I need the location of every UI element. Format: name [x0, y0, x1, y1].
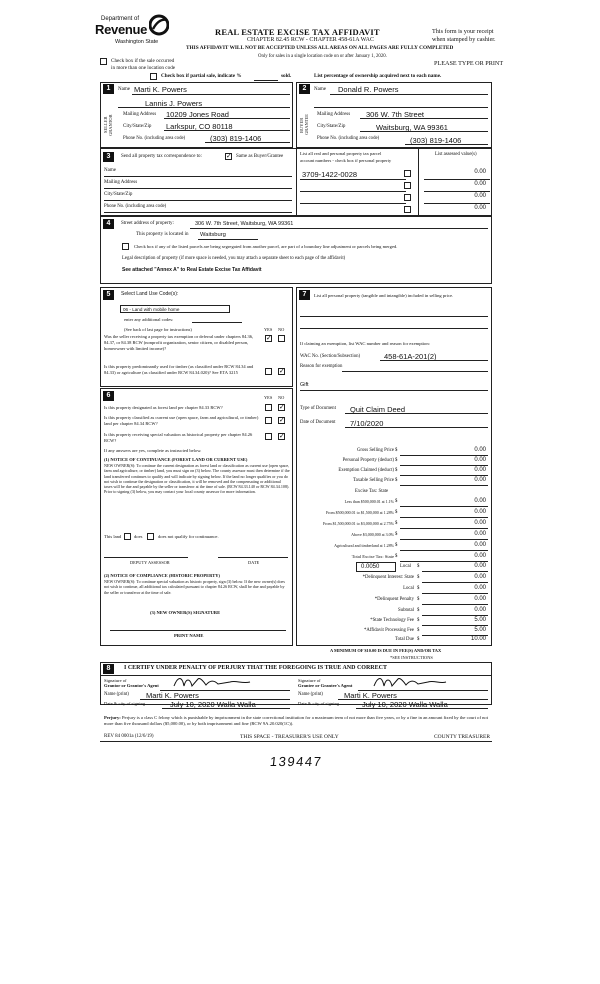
partial-sale-percent-line[interactable] — [254, 80, 278, 81]
bracket-label: Above $3,000,000 at 3.0% — [351, 532, 394, 537]
treasurer-use-only: THIS SPACE - TREASURER'S USE ONLY — [240, 734, 339, 740]
section-7-badge: 7 — [299, 290, 310, 300]
street-label: Street address of property: — [121, 221, 174, 226]
interest-local-value[interactable]: 0.00 — [474, 585, 486, 591]
assessed-header: List assessed value(s) — [435, 152, 477, 157]
wac-label: WAC No. (Section/Subsection) — [300, 354, 361, 359]
buyer-city[interactable]: Waitsburg, WA 99361 — [376, 123, 448, 132]
total-due-value[interactable]: 10.00 — [470, 636, 486, 642]
additional-codes-label: enter any additional codes: — [124, 317, 174, 322]
segregated-checkbox[interactable] — [122, 243, 129, 250]
grantee-sig-label: Signature of Grantee or Grantee's Agent — [298, 678, 353, 688]
dor-logo — [95, 12, 175, 48]
current-use-no-checkbox[interactable] — [278, 417, 285, 424]
grantor-date[interactable]: July 10, 2020 Walla Walla — [170, 700, 256, 709]
interest-state-row: *Delinquent Interest: State $ 0.00 — [300, 574, 488, 584]
same-as-buyer-checkbox[interactable] — [225, 153, 232, 160]
notice-1-body: NEW OWNER(S): To continue the current designation as forest land or classification as current use (open space, farm and agriculture, or timber) land, you must sign on (3) below. The county assessor must then determine if the land transferred continues to qualify and will indicate by signing below. If the land no longer qualifies or you do not wish to continue the designation or classification, it will be removed and the compensating or additional taxes will be due and payable by the seller or transferor at the time of sale. (RCW 84.33.140 or RCW 84.34.108). Prior to signing (3) below, you may contact your local county assessor for more information. — [104, 463, 290, 495]
partial-sale-sold: sold. — [281, 73, 292, 79]
subtotal-row: Subtotal $ 0.00 — [300, 607, 488, 617]
corr-phone-label: Phone No. (including area code) — [104, 204, 167, 209]
tax-row-gross: Gross Selling Price $ 0.00 — [300, 447, 488, 457]
multi-location-label: Check box if the sale occurred — [111, 58, 175, 64]
notice-1-title: (1) NOTICE OF CONTINUANCE (FOREST LAND OR CURRENT USE) — [104, 457, 248, 462]
bracket-value[interactable]: 0.00 — [474, 553, 486, 559]
historic-yes-checkbox[interactable] — [265, 433, 272, 440]
grantor-name-label: Name (print) — [104, 692, 129, 697]
multi-location-checkbox[interactable] — [100, 58, 107, 65]
tax-row-label: Personal Property (deduct) — [342, 458, 394, 463]
parcel-number[interactable]: 3709-1422-0028 — [302, 170, 358, 179]
bracket-value[interactable]: 0.00 — [474, 520, 486, 526]
subtotal-label: Subtotal — [398, 608, 414, 613]
grantor-signature[interactable] — [170, 674, 270, 690]
state-name: Washington State — [115, 39, 159, 45]
segregated-label: Check box if any of the listed parcels are being segregated from another parcel, are part of a boundary line adjustment or parcels being merged. — [134, 244, 398, 249]
notice-2-body: NEW OWNER(S): To continue special valuation as historic property, sign (3) below. If the new owner(s) does not wish to continue, all additional tax calculated pursuant to chapter 84.26 RCW, shall be due and payable by the seller or transferor at the time of sale. — [104, 579, 285, 595]
historic-no-checkbox[interactable] — [278, 433, 285, 440]
tech-fee-row: *State Technology Fee $ 5.00 — [300, 617, 488, 627]
this-land-label: This land — [104, 534, 122, 539]
notice-2-title: (2) NOTICE OF COMPLIANCE (HISTORIC PROPERTY) — [104, 573, 220, 578]
bracket-value[interactable]: 0.00 — [474, 542, 486, 548]
affidavit-fee-label: *Affidavit Processing Fee — [363, 628, 414, 633]
interest-state-label: *Delinquent Interest: State — [362, 575, 414, 580]
buyer-phone[interactable]: (303) 819-1406 — [410, 136, 462, 145]
timber-question: Is this property predominantly used for timber (as classified under RCW 84.34 and 84.33) or agriculture (as classified under RCW 84.34.020)? See ETA 3215 — [104, 364, 254, 375]
grantor-sig-label: Signature of Grantor or Grantor's Agent — [104, 678, 159, 688]
bracket-row-total: Total Excise Tax: State $ 0.00 — [300, 553, 488, 563]
bracket-value[interactable]: 0.00 — [474, 509, 486, 515]
print-name-label: PRINT NAME — [174, 633, 204, 638]
seller-name-2[interactable]: Lannis J. Powers — [145, 99, 203, 108]
s6-no-label: NO — [278, 395, 285, 400]
land-qualifies-checkbox[interactable] — [124, 533, 131, 540]
county-treasurer: COUNTY TREASURER — [434, 734, 491, 740]
exemption-yes-checkbox[interactable] — [265, 335, 272, 342]
doc-date[interactable]: 7/10/2020 — [350, 419, 384, 428]
bracket-label: Agricultural and timberland at 1.28% — [334, 543, 394, 548]
forest-yes-checkbox[interactable] — [265, 404, 272, 411]
seller-side-label: SELLER GRANTOR — [103, 114, 113, 136]
bracket-value[interactable]: 0.00 — [474, 498, 486, 504]
send-correspondence-label: Send all property tax correspondence to: — [121, 154, 202, 159]
reason-label: Reason for exemption — [300, 364, 343, 369]
buyer-mail-label: Mailing Address — [317, 112, 351, 117]
no-label: NO — [278, 327, 285, 332]
tax-row-value[interactable]: 0.00 — [474, 477, 486, 483]
timber-no-checkbox[interactable] — [278, 368, 285, 375]
bracket-row-1: Less than $500,000.01 at 1.1% $ 0.00 — [300, 498, 488, 508]
section-8-badge: 8 — [103, 664, 114, 674]
section-1-badge: 1 — [103, 84, 114, 94]
current-use-yes-checkbox[interactable] — [265, 417, 272, 424]
tax-row-value[interactable]: 0.00 — [474, 447, 486, 453]
single-location-note: Only for sales in a single location code on or after January 1, 2020. — [258, 54, 387, 59]
seller-name-label: Name — [118, 87, 130, 92]
type-or-print: PLEASE TYPE OR PRINT — [434, 60, 504, 67]
dept-line: Department of — [101, 16, 140, 22]
located-city[interactable]: Waitsburg — [200, 232, 226, 238]
ownership-list-note: List percentage of ownership acquired next to each name. — [314, 73, 442, 79]
historic-question: Is this property receiving special valuation as historical property per chapter 84.26 RCW? — [104, 432, 253, 443]
seller-mail[interactable]: 10209 Jones Road — [166, 110, 229, 119]
minimum-due-note: A MINIMUM OF $10.00 IS DUE IN FEE(S) AND/OR TAX — [330, 648, 442, 653]
personal-property-label: List all personal property (tangible and intangible) included in selling price. — [314, 293, 454, 298]
exemption-question: Was the seller receiving a property tax exemption or deferral under chapters 84.36, 84.37, or 84.38 RCW (nonprofit organization, senior citizen, or disabled person, homeowner with limited income)? — [104, 334, 254, 351]
same-as-buyer-label: Same as Buyer/Grantee — [236, 154, 284, 159]
penalty-value[interactable]: 0.00 — [474, 596, 486, 602]
section-3-badge: 3 — [103, 152, 114, 162]
dept-name: Revenue — [95, 22, 148, 37]
bracket-label: Less than $500,000.01 at 1.1% — [344, 499, 394, 504]
parcel-row-4 — [300, 204, 490, 216]
tech-fee-label: *State Technology Fee — [370, 618, 414, 623]
receipt-note-1: This form is your receipt — [432, 28, 494, 35]
excise-state-label: Excise Tax: State — [355, 489, 389, 494]
tax-row-label: Gross Selling Price — [356, 448, 394, 453]
local-label: Local — [400, 564, 411, 569]
personal-property-checkbox[interactable] — [404, 182, 411, 189]
partial-sale-checkbox[interactable] — [150, 73, 157, 80]
section-4-property — [100, 216, 492, 284]
grantor-name[interactable]: Marti K. Powers — [146, 691, 199, 700]
if-yes-note: If any answers are yes, complete as instructed below. — [104, 448, 202, 453]
buyer-side-label: BUYER GRANTEE — [299, 114, 309, 136]
parcel-row-1 — [300, 168, 490, 180]
does-not-label: does not qualify for continuance. — [158, 534, 219, 539]
buyer-city-label: City/State/Zip — [317, 124, 346, 129]
tax-row-personal: Personal Property (deduct) $ 0.00 — [300, 457, 488, 467]
section-6-badge: 6 — [103, 391, 114, 401]
deputy-assessor-label: DEPUTY ASSESSOR — [130, 560, 170, 565]
stamp-number: 139447 — [269, 754, 324, 769]
current-use-question: Is this property classified as current use (open space, farm and agricultural, or timber) land per chapter 84.34 RCW? — [104, 415, 259, 426]
tax-row-label: Exemption Claimed (deduct) — [338, 468, 394, 473]
tax-row-value[interactable]: 0.00 — [474, 467, 486, 473]
street-address[interactable]: 306 W. 7th Street, Waitsburg, WA 99361 — [195, 221, 294, 227]
bracket-row-3: From $1,500,000.01 to $3,000,000 at 2.75% $ 0.00 — [300, 520, 488, 530]
doc-date-label: Date of Document — [300, 420, 336, 425]
tax-row-label: Taxable Selling Price — [353, 478, 394, 483]
form-title: REAL ESTATE EXCISE TAX AFFIDAVIT — [215, 27, 380, 37]
annex-note[interactable]: See attached "Annex A" to Real Estate Excise Tax Affidavit — [122, 267, 262, 273]
tax-row-taxable: Taxable Selling Price $ 0.00 — [300, 477, 488, 487]
penalty-row: *Delinquent Penalty $ 0.00 — [300, 596, 488, 606]
parcel-header-1: List all real and personal property tax parcel — [300, 151, 382, 156]
corr-mail-label: Mailing Address — [104, 180, 138, 185]
claiming-label: If claiming an exemption, list WAC number and reason for exemption: — [300, 341, 430, 346]
local-rate: 0.0050 — [361, 564, 380, 570]
see-instructions: *SEE INSTRUCTIONS — [390, 655, 433, 660]
perjury-text: Perjury is a class C felony which is punishable by imprisonment in the state correctional institution for a maximum term of not more than five years, or by a fine in an amount fixed by the court of not more than five thousand dollars ($5,000.00), or by both imprisonment and fine (RCW 9A.20.020(1C)). — [104, 715, 489, 726]
timber-yes-checkbox[interactable] — [265, 368, 272, 375]
corr-name-label: Name — [104, 168, 116, 173]
section-6-continuance — [100, 388, 293, 646]
seller-city[interactable]: Larkspur, CO 80118 — [166, 122, 233, 131]
interest-local-label: Local — [403, 586, 414, 591]
seller-mail-label: Mailing Address — [123, 112, 157, 117]
parcel-row-3 — [300, 192, 490, 204]
land-use-back-note: (See back of last page for instructions) — [124, 327, 192, 332]
parcel-row-2 — [300, 180, 490, 192]
does-label: does — [134, 534, 143, 539]
bracket-row-5: Agricultural and timberland at 1.28% $ 0.00 — [300, 542, 488, 552]
bracket-row-4: Above $3,000,000 at 3.0% $ 0.00 — [300, 531, 488, 541]
section-2-badge: 2 — [299, 84, 310, 94]
bracket-value[interactable]: 0.00 — [474, 531, 486, 537]
buyer-phone-label: Phone No. (including area code) — [317, 136, 380, 141]
doc-type[interactable]: Quit Claim Deed — [350, 405, 406, 414]
parcel-header-2: account numbers - check box if personal property — [300, 158, 392, 163]
reason-value[interactable]: Gift — [300, 382, 309, 388]
local-value[interactable]: 0.00 — [474, 563, 486, 569]
grantee-date[interactable]: July 10, 2020 Walla Walla — [362, 700, 448, 709]
assessed-value[interactable]: 0.00 — [474, 193, 486, 199]
bracket-label: From $500,000.01 to $1,500,000 at 1.28% — [326, 510, 394, 515]
grantee-name[interactable]: Marti K. Powers — [344, 691, 397, 700]
seller-city-label: City/State/Zip — [123, 124, 152, 129]
subtotal-value[interactable]: 0.00 — [474, 607, 486, 613]
tax-row-value[interactable]: 0.00 — [474, 457, 486, 463]
section-4-badge: 4 — [103, 219, 114, 229]
new-owner-signature-label: (3) NEW OWNER(S) SIGNATURE — [150, 610, 221, 615]
exemption-no-checkbox[interactable] — [278, 335, 285, 342]
bracket-row-2: From $500,000.01 to $1,500,000 at 1.28% $ 0.00 — [300, 509, 488, 519]
interest-local-row: Local $ 0.00 — [300, 585, 488, 595]
bracket-label: From $1,500,000.01 to $3,000,000 at 2.75% — [323, 521, 394, 526]
assessed-value[interactable]: 0.00 — [474, 181, 486, 187]
buyer-name[interactable]: Donald R. Powers — [338, 85, 399, 94]
total-due-label: Total Due — [395, 637, 414, 642]
seller-name-1[interactable]: Marti K. Powers — [134, 85, 187, 94]
forest-no-checkbox[interactable] — [278, 404, 285, 411]
perjury-notice — [104, 715, 494, 726]
land-use-select[interactable] — [120, 305, 230, 313]
wac-number[interactable]: 458-61A-201(2) — [384, 352, 437, 361]
total-due-row: Total Due $ 10.00 — [395, 636, 486, 642]
buyer-name-label: Name — [314, 87, 326, 92]
doc-type-label: Type of Document — [300, 406, 336, 411]
deputy-date-label: DATE — [248, 560, 260, 565]
land-not-qualify-checkbox[interactable] — [147, 533, 154, 540]
partial-sale-label: Check box if partial sale, indicate % — [161, 73, 242, 79]
s6-yes-label: YES — [264, 395, 273, 400]
form-warning: THIS AFFIDAVIT WILL NOT BE ACCEPTED UNLESS ALL AREAS ON ALL PAGES ARE FULLY COMPLETED — [186, 45, 454, 51]
grantee-name-label: Name (print) — [298, 692, 323, 697]
land-use-label: Select Land Use Code(s): — [121, 291, 179, 297]
assessed-value[interactable]: 0.00 — [474, 205, 486, 211]
personal-property-checkbox[interactable] — [404, 170, 411, 177]
certify-heading: I CERTIFY UNDER PENALTY OF PERJURY THAT THE FOREGOING IS TRUE AND CORRECT — [124, 665, 387, 671]
buyer-mail[interactable]: 306 W. 7th Street — [366, 110, 424, 119]
local-rate-box[interactable] — [356, 562, 396, 572]
form-revision: REV 84 0001a (12/6/19) — [104, 734, 154, 739]
seller-phone-label: Phone No. (including area code) — [123, 136, 186, 141]
seller-phone[interactable]: (303) 819-1406 — [210, 134, 262, 143]
section-5-badge: 5 — [103, 290, 114, 300]
local-rate-row: 0.0050 Local $ 0.00 — [300, 562, 488, 573]
bracket-label: Total Excise Tax: State — [351, 554, 394, 559]
located-label: This property is located in — [136, 232, 189, 237]
affidavit-fee-value[interactable]: 5.00 — [474, 627, 486, 633]
grantee-signature[interactable] — [370, 674, 470, 690]
corr-city-label: City/State/Zip — [104, 192, 133, 197]
legal-description-label: Legal description of property (if more space is needed, you may attach a separate sheet to each page of the affidavit) — [122, 256, 346, 261]
tax-row-exemption: Exemption Claimed (deduct) $ 0.00 — [300, 467, 488, 477]
receipt-note-2: when stamped by cashier. — [432, 36, 496, 43]
penalty-label: *Delinquent Penalty — [374, 597, 414, 602]
form-chapter: CHAPTER 82.45 RCW - CHAPTER 458-61A WAC — [247, 37, 374, 43]
forest-question: Is this property designated as forest land per chapter 84.33 RCW? — [104, 405, 223, 410]
grantor-date-label: Date & city of signing — [104, 701, 146, 706]
multi-location-label-2: in more than one location code — [111, 65, 176, 71]
affidavit-fee-row: *Affidavit Processing Fee $ 5.00 — [300, 627, 488, 637]
land-use-value: 06 - Land with mobile home — [123, 306, 180, 312]
interest-state-value[interactable]: 0.00 — [474, 574, 486, 580]
personal-property-checkbox[interactable] — [404, 194, 411, 201]
personal-property-checkbox[interactable] — [404, 206, 411, 213]
perjury-title: Perjury: — [104, 715, 121, 720]
assessed-value[interactable]: 0.00 — [474, 169, 486, 175]
tech-fee-value[interactable]: 5.00 — [474, 617, 486, 623]
grantee-date-label: Date & city of signing — [298, 701, 340, 706]
logo-swoosh-icon — [149, 14, 169, 36]
yes-label: YES — [264, 327, 273, 332]
